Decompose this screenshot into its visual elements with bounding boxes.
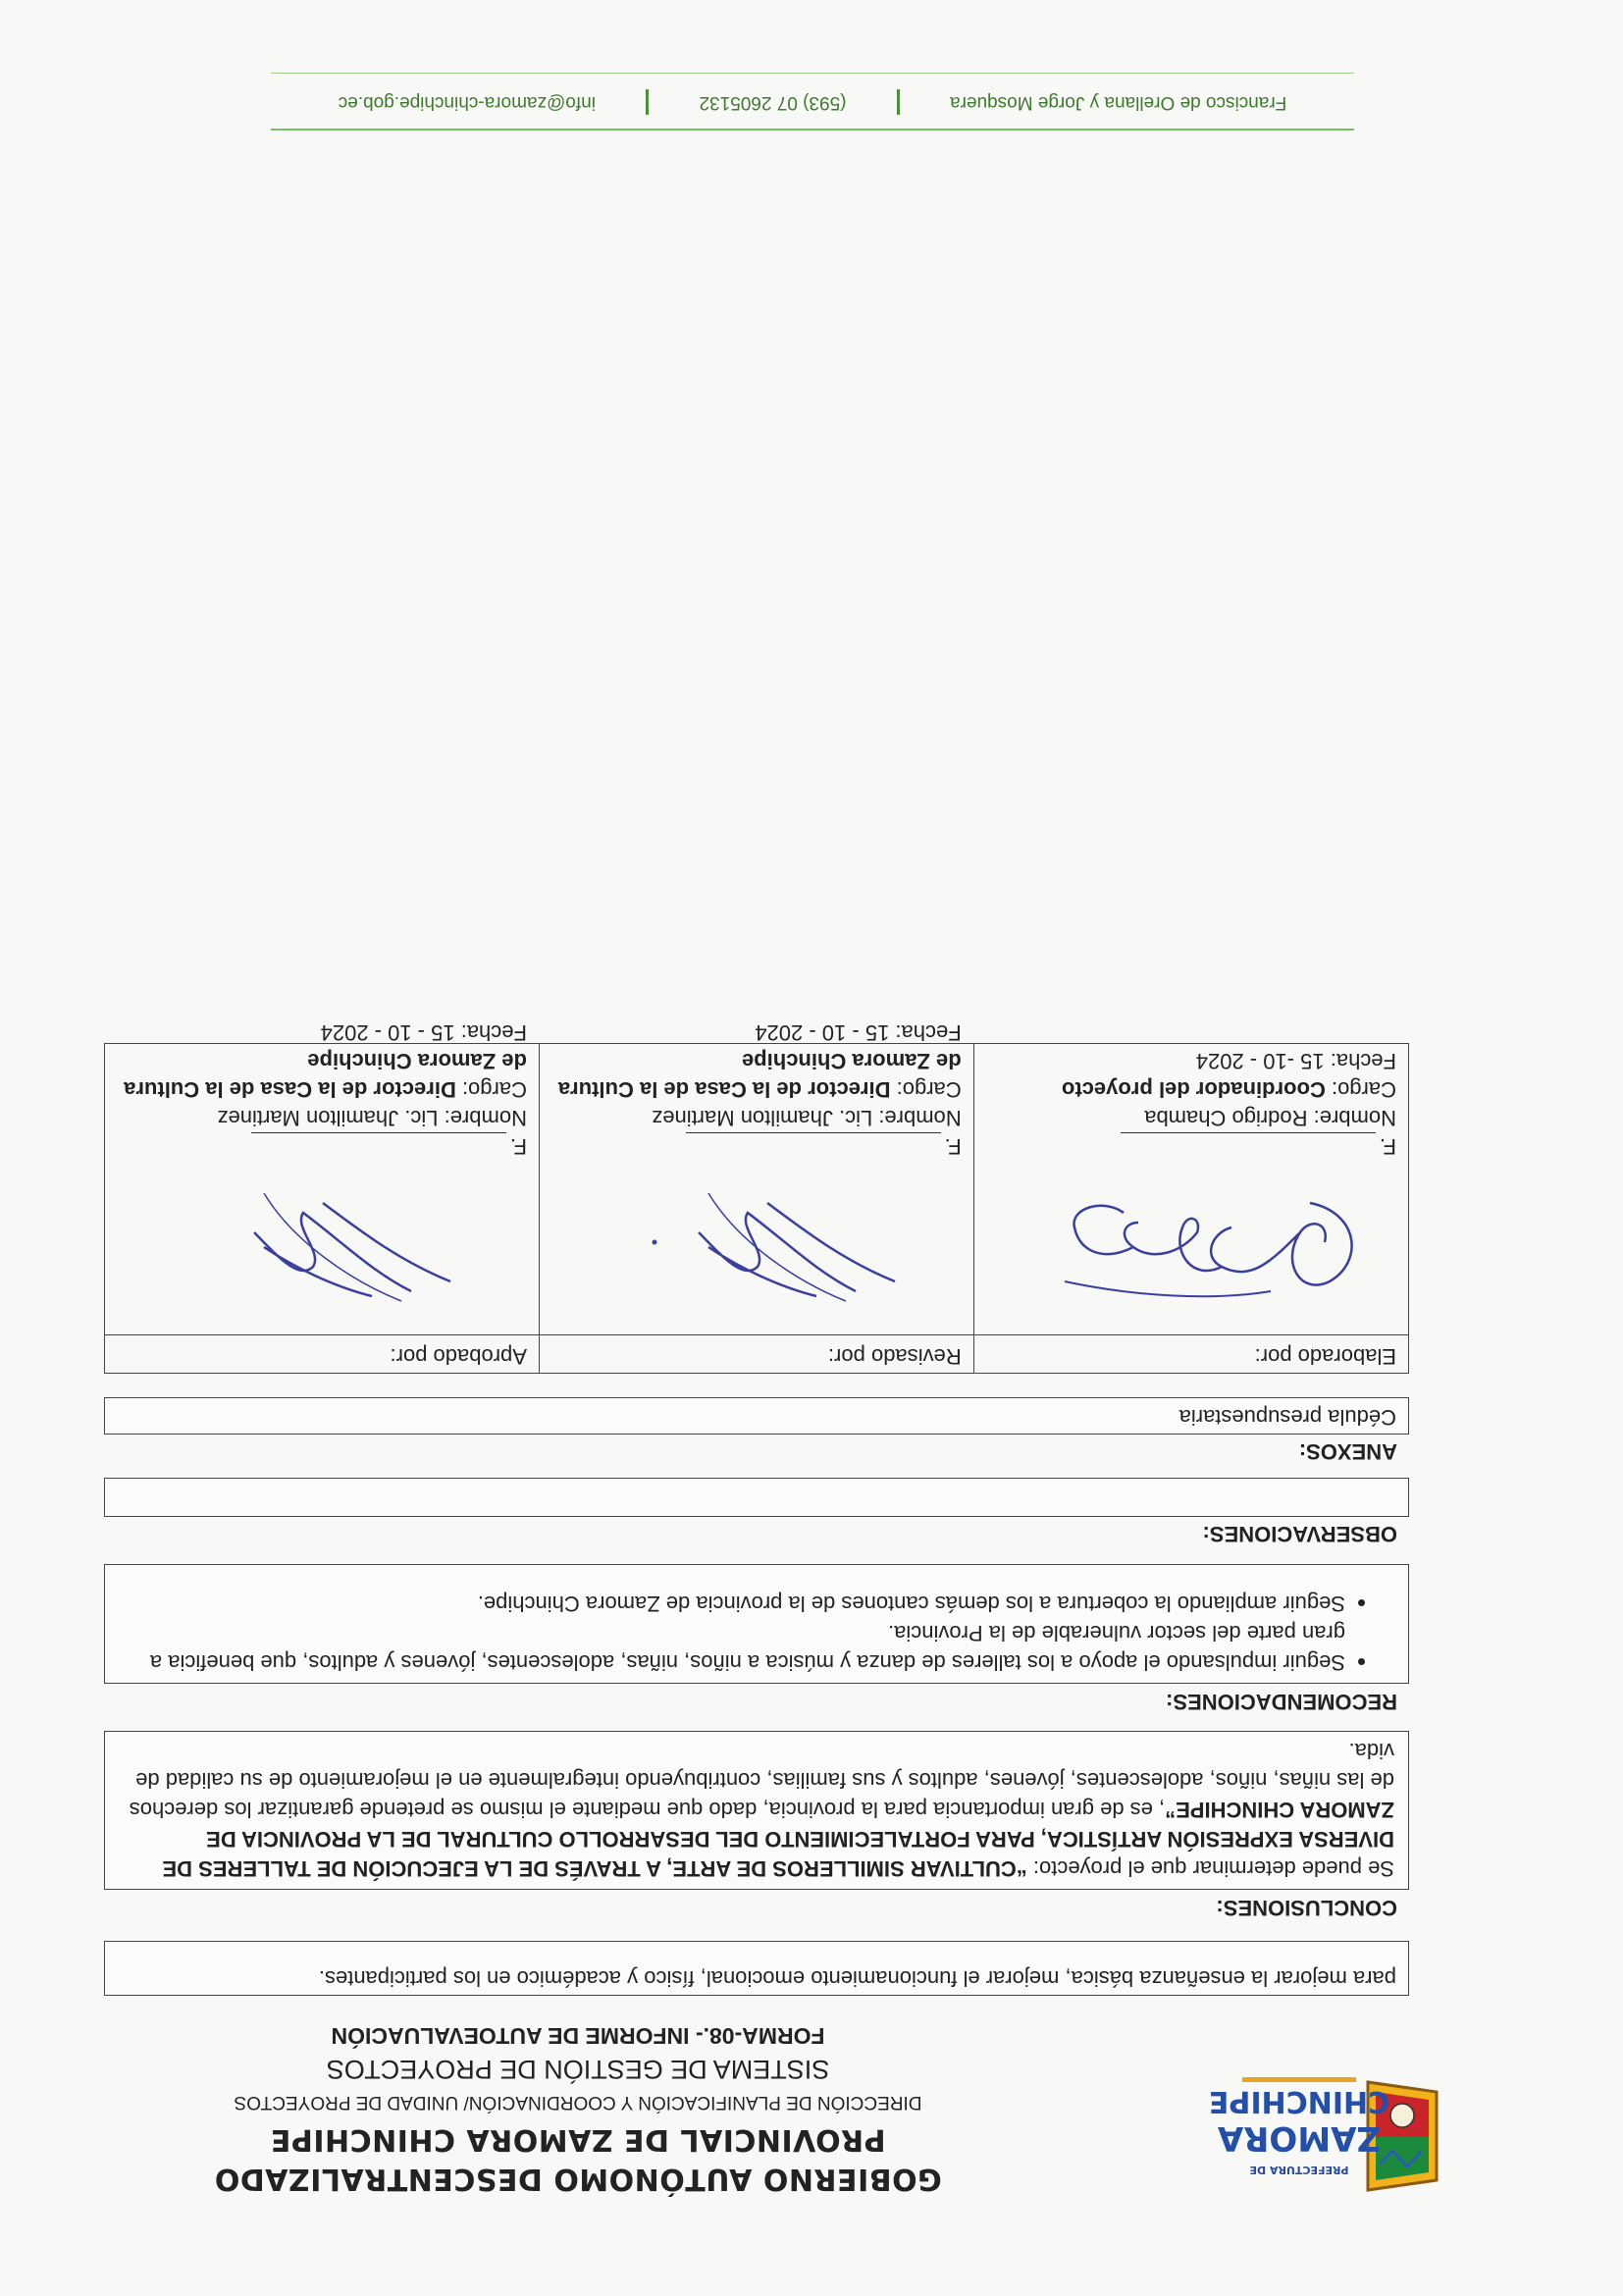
elaborado-heading: Elaborado por: bbox=[973, 1335, 1408, 1374]
objective-continuation-text: para mejorar la enseñanza básica, mejorar el funcionamiento emocional, físico y académico en los participantes. bbox=[318, 1966, 1396, 1991]
observaciones-box bbox=[104, 1478, 1409, 1517]
f-label: F. bbox=[509, 1134, 527, 1159]
project-name: “CULTIVAR SIMILLEROS DE ARTE, A TRAVÉS DE LA EJECUCIÓN DE TALLERES DE DIVERSA EXPRESIÓN ARTÍSTICA, PARA FORTALECIMIENTO DEL DESARROLLO CULTURAL DE LA PROVINCIA DE ZAMORA CHINCHIPE” bbox=[162, 1798, 1394, 1881]
conclusiones-label: CONCLUSIONES: bbox=[1216, 1896, 1397, 1920]
signature-line bbox=[551, 1132, 962, 1162]
anexos-label: ANEXOS: bbox=[1298, 1439, 1397, 1464]
signer-role bbox=[117, 1047, 527, 1104]
conclusiones-box bbox=[104, 1731, 1409, 1890]
cargo-label: Cargo: bbox=[890, 1077, 962, 1102]
signature-rule bbox=[1121, 1132, 1376, 1155]
signature-date: Fecha: 15 - 10 - 2024 bbox=[320, 1020, 527, 1045]
footer-email-link[interactable]: info@zamora-chinchipe.gob.ec bbox=[338, 91, 596, 113]
page-footer bbox=[271, 72, 1354, 130]
system-name: SISTEMA DE GESTIÓN DE PROYECTOS bbox=[326, 2055, 830, 2084]
handwritten-signature-martinez-1 bbox=[620, 1174, 934, 1321]
signature-details-revisado bbox=[551, 1018, 962, 1162]
footer-separator bbox=[646, 89, 649, 115]
signer-role bbox=[986, 1075, 1396, 1104]
signature-block-aprobado bbox=[105, 1020, 540, 1335]
document-header bbox=[122, 2021, 1034, 2198]
footer-divider-bottom bbox=[271, 73, 1354, 74]
footer-phone: (593) 07 2605132 bbox=[699, 91, 847, 113]
coat-of-arms-icon bbox=[1201, 2062, 1446, 2200]
handwritten-signature-chamba bbox=[1055, 1174, 1369, 1321]
signature-table bbox=[104, 1020, 1409, 1374]
aprobado-heading: Aprobado por: bbox=[105, 1335, 540, 1374]
signature-date: Fecha: 15 - 10 - 2024 bbox=[755, 1020, 962, 1045]
footer-separator bbox=[897, 89, 900, 115]
observaciones-label: OBSERVACIONES: bbox=[1202, 1522, 1397, 1546]
signature-details-aprobado bbox=[117, 1018, 527, 1162]
conclusiones-text-start: Se puede determinar que el proyecto: bbox=[1026, 1856, 1394, 1881]
prefectura-logo bbox=[1201, 2062, 1446, 2200]
signature-rule bbox=[251, 1132, 506, 1155]
recomendaciones-list bbox=[119, 1589, 1369, 1677]
objective-continuation-box bbox=[104, 1941, 1409, 1996]
form-title: FORMA-08.- INFORME DE AUTOEVALUACIÓN bbox=[331, 2023, 825, 2049]
institution-name-line-2: PROVINCIAL DE ZAMORA CHINCHIPE bbox=[270, 2122, 886, 2157]
svg-text:PREFECTURA DE: PREFECTURA DE bbox=[1249, 2164, 1349, 2176]
revisado-heading: Revisado por: bbox=[539, 1335, 973, 1374]
cargo-value: Coordinador del proyecto bbox=[1061, 1077, 1326, 1102]
signature-details-elaborado bbox=[986, 1047, 1396, 1162]
footer-address: Francisco de Orellana y Jorge Mosquera bbox=[950, 91, 1287, 113]
signature-line bbox=[117, 1132, 527, 1162]
handwritten-signature-martinez-2 bbox=[185, 1174, 499, 1321]
institution-name bbox=[122, 2119, 1034, 2198]
anexos-box bbox=[104, 1397, 1409, 1435]
cargo-label: Cargo: bbox=[1325, 1077, 1396, 1102]
footer-contact-line bbox=[271, 89, 1354, 115]
cargo-value: Director de la Casa de la Cultura de Zamora Chinchipe bbox=[557, 1049, 962, 1102]
signature-date: Fecha: 15 -10 - 2024 bbox=[1195, 1049, 1396, 1073]
signature-headings-row bbox=[105, 1335, 1409, 1374]
signature-line bbox=[986, 1132, 1396, 1162]
list-item: • Seguir impulsando el apoyo a los talleres de danza y música a niños, niñas, adolescentes, jóvenes y adultos, que beneficia a gran parte del sector vulnerable de la Provincia. bbox=[119, 1618, 1345, 1677]
f-label: F. bbox=[944, 1134, 962, 1159]
conclusiones-text-end: , es de gran importancia para la provincia, dado que mediante el mismo se pretende garantizar los derechos de las niñas, niños, adolescentes, jóvenes, adultos y sus familias, contribuyendo integralmente en el mejoramiento de su calidad de vida. bbox=[129, 1739, 1394, 1822]
list-item: • Seguir ampliando la cobertura a los demás cantones de la provincia de Zamora Chinchipe. bbox=[119, 1589, 1345, 1618]
signer-role bbox=[551, 1047, 962, 1104]
cargo-label: Cargo: bbox=[455, 1077, 527, 1102]
anexos-text: Cédula presupuestaria bbox=[1178, 1405, 1396, 1430]
signature-blocks-row bbox=[105, 1044, 1409, 1335]
signature-block-elaborado bbox=[973, 1044, 1408, 1335]
recomendaciones-box bbox=[104, 1564, 1409, 1684]
institution-name-line-1: GOBIERNO AUTÓNOMO DESCENTRALIZADO bbox=[214, 2162, 942, 2196]
signer-name: Nombre: Rodrigo Chamba bbox=[1144, 1106, 1396, 1130]
f-label: F. bbox=[1379, 1134, 1396, 1159]
signer-name: Nombre: Lic. Jhamilton Martinez bbox=[652, 1106, 962, 1130]
footer-divider-top bbox=[271, 129, 1354, 130]
signature-block-revisado bbox=[539, 1020, 973, 1335]
cargo-value: Director de la Casa de la Cultura de Zamora Chinchipe bbox=[124, 1049, 527, 1102]
direction-name: DIRECCIÓN DE PLANIFICACIÓN Y COORDINACIÓN/ UNIDAD DE PROYECTOS bbox=[234, 2092, 922, 2113]
svg-text:ZAMORA: ZAMORA bbox=[1217, 2118, 1382, 2158]
signature-rule bbox=[686, 1132, 941, 1155]
signer-name: Nombre: Lic. Jhamilton Martinez bbox=[217, 1106, 527, 1130]
recomendaciones-label: RECOMENDACIONES: bbox=[1166, 1690, 1397, 1714]
svg-text:CHINCHIPE: CHINCHIPE bbox=[1208, 2084, 1390, 2118]
